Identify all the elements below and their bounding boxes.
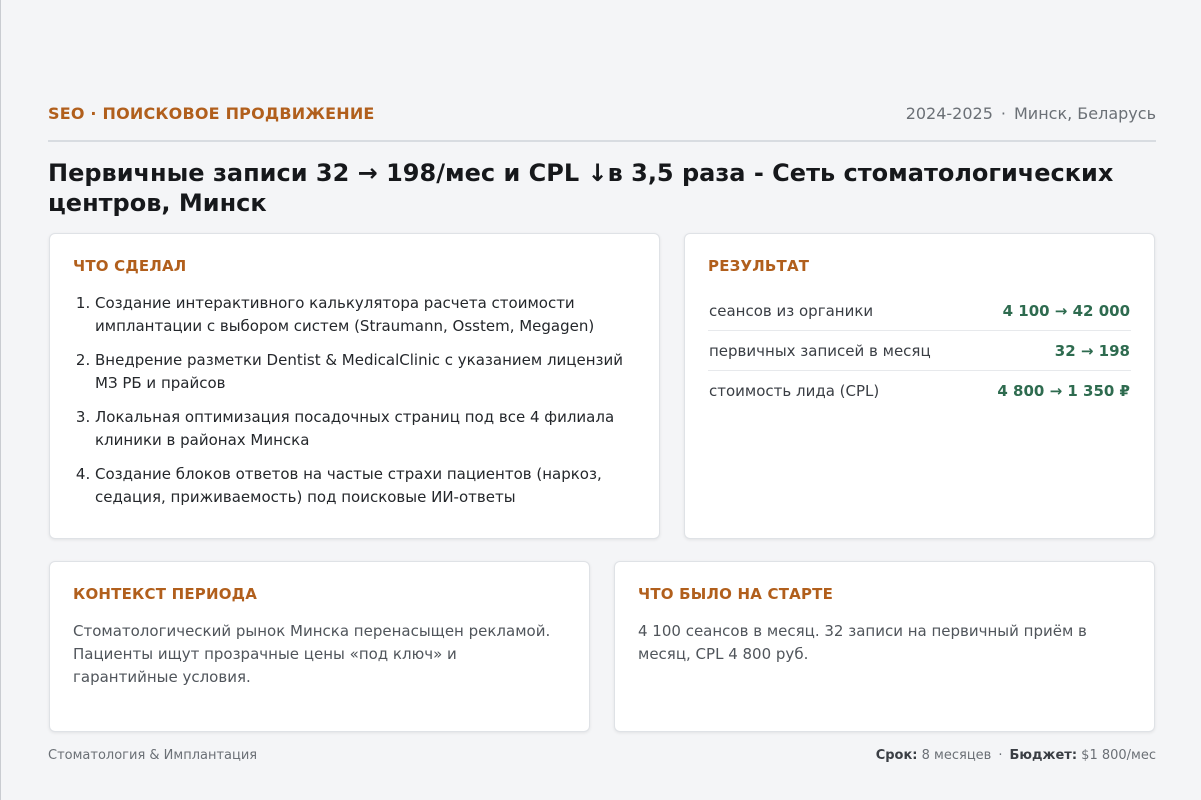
page-title: Первичные записи 32 → 198/мес и CPL ↓в 3,5 раза - Сеть стоматологических центров, Минск (48, 159, 1114, 217)
list-item: 2. Внедрение разметки Dentist & MedicalClinic с указанием лицензий МЗ РБ и прайсов (95, 349, 636, 395)
footer-separator: · (998, 748, 1003, 763)
what-done-card (49, 233, 660, 539)
result-card (684, 233, 1155, 539)
list-item: 4. Создание блоков ответов на частые страхи пациентов (наркоз, седация, приживаемость) под поисковые ИИ-ответы (95, 463, 636, 509)
case-meta (906, 104, 1156, 123)
result-row (708, 331, 1131, 371)
terms (876, 748, 1156, 763)
result-value: 4 100 → 42 000 (1002, 301, 1130, 320)
result-row (708, 291, 1131, 331)
result-row (708, 371, 1131, 411)
result-table (708, 291, 1131, 411)
category-label: SEO · ПОИСКОВОЕ ПРОДВИЖЕНИЕ (48, 104, 375, 123)
list-item: 3. Локальная оптимизация посадочных страниц под все 4 филиала клиники в районах Минска (95, 406, 636, 452)
case-page (48, 0, 1156, 800)
term-label: Срок: (875, 748, 918, 763)
list-item: 1. Создание интерактивного калькулятора расчета стоимости имплантации с выбором систем (Straumann, Osstem, Megagen) (95, 292, 636, 338)
location-text: Минск, Беларусь (1014, 104, 1156, 123)
period-context-title: КОНТЕКСТ ПЕРИОДА (73, 585, 258, 603)
period-context-text: Стоматологический рынок Минска перенасыщен рекламой. Пациенты ищут прозрачные цены «под ключ» и гарантийные условия. (73, 622, 551, 686)
period-text: 2024-2025 (905, 104, 993, 123)
result-label: стоимость лида (CPL) (709, 382, 880, 400)
budget-label: Бюджет: (1009, 748, 1078, 763)
result-value: 4 800 → 1 350 ₽ (997, 382, 1130, 400)
niche-label: Стоматология & Имплантация (48, 748, 258, 763)
start-state-text: 4 100 сеансов в месяц. 32 записи на первичный приём в месяц, CPL 4 800 руб. (638, 622, 1087, 663)
period-context-card (49, 561, 590, 732)
case-header (48, 104, 1156, 142)
start-state-title: ЧТО БЫЛО НА СТАРТЕ (638, 585, 834, 603)
what-done-title: ЧТО СДЕЛАЛ (73, 257, 187, 275)
what-done-list (73, 292, 636, 509)
result-title: РЕЗУЛЬТАТ (708, 257, 810, 275)
budget-value: $1 800/мес (1081, 748, 1156, 763)
case-footer (48, 748, 1156, 763)
start-state-card (614, 561, 1155, 732)
result-label: первичных записей в месяц (709, 341, 931, 360)
result-label: сеансов из органики (709, 301, 874, 320)
result-value: 32 → 198 (1054, 341, 1130, 360)
term-value: 8 месяцев (921, 748, 992, 763)
meta-separator: · (1000, 104, 1006, 123)
